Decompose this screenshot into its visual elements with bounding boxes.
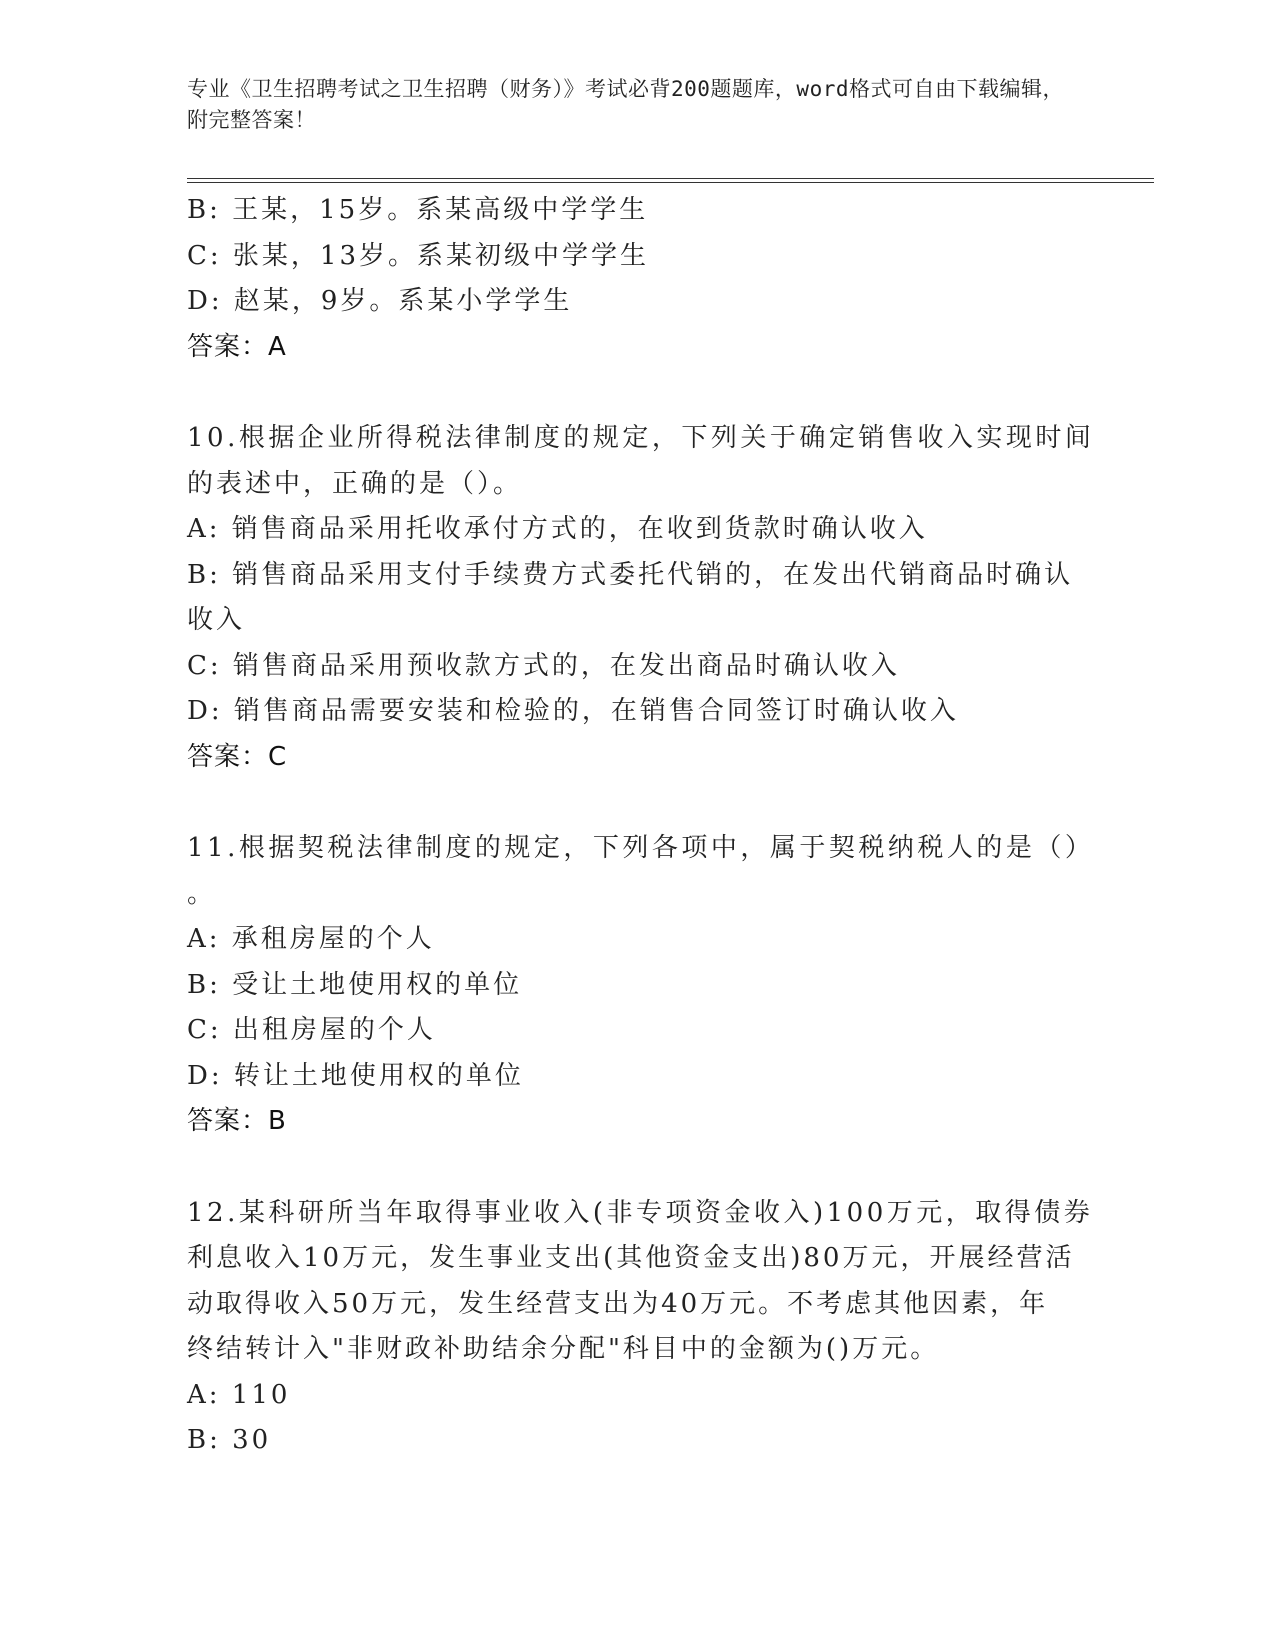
header-divider-top bbox=[187, 178, 1154, 179]
option-c: C: 销售商品采用预收款方式的，在发出商品时确认收入 bbox=[187, 650, 900, 681]
option-a: A: 销售商品采用托收承付方式的，在收到货款时确认收入 bbox=[187, 514, 928, 544]
answer-line: 答案：B bbox=[187, 1106, 287, 1136]
option-d: D: 转让土地使用权的单位 bbox=[187, 1060, 524, 1091]
question-stem-line: 利息收入10万元，发生事业支出(其他资金支出)80万元，开展经营活 bbox=[187, 1243, 1075, 1273]
spacer bbox=[187, 1145, 1087, 1191]
option-c: C: 张某，13岁。系某初级中学学生 bbox=[187, 240, 650, 271]
option-c: C: 出租房屋的个人 bbox=[187, 1015, 436, 1045]
question-stem-line: 终结转计入"非财政补助结余分配"科目中的金额为()万元。 bbox=[187, 1334, 940, 1364]
question-stem-line: 12.某科研所当年取得事业收入(非专项资金收入)100万元，取得债券 bbox=[187, 1197, 1094, 1228]
option-b: B: 销售商品采用支付手续费方式委托代销的，在发出代销商品时确认 bbox=[187, 559, 1074, 590]
option-b: B: 王某，15岁。系某高级中学学生 bbox=[187, 195, 649, 225]
document-header: 专业《卫生招聘考试之卫生招聘（财务）》考试必背200题题库，word格式可自由下载编辑，附完整答案！ bbox=[187, 77, 1064, 132]
option-a: A: 110 bbox=[187, 1379, 291, 1410]
option-a: A: 承租房屋的个人 bbox=[187, 924, 435, 954]
option-b: B: 受让土地使用权的单位 bbox=[187, 969, 523, 1000]
question-11 bbox=[187, 826, 1095, 1145]
answer-line: 答案：C bbox=[187, 741, 288, 772]
header-divider-bottom bbox=[187, 182, 1154, 183]
question-9-tail bbox=[187, 188, 1087, 370]
option-d: D: 销售商品需要安装和检验的，在销售合同签订时确认收入 bbox=[187, 696, 959, 726]
question-stem-line: 的表述中，正确的是（）。 bbox=[187, 468, 523, 499]
question-stem-line: 动取得收入50万元，发生经营支出为40万元。不考虑其他因素，年 bbox=[187, 1288, 1049, 1319]
question-stem-line: 11.根据契税法律制度的规定，下列各项中，属于契税纳税人的是（） bbox=[187, 833, 1095, 863]
spacer bbox=[187, 780, 1087, 826]
option-b-continued: 收入 bbox=[187, 605, 246, 635]
option-d: D: 赵某，9岁。系某小学学生 bbox=[187, 286, 573, 316]
question-10 bbox=[187, 416, 1095, 780]
question-stem-line: 。 bbox=[187, 878, 217, 909]
question-12 bbox=[187, 1191, 1094, 1464]
question-stem-line: 10.根据企业所得税法律制度的规定，下列关于确定销售收入实现时间 bbox=[187, 423, 1095, 453]
option-b: B: 30 bbox=[187, 1425, 272, 1455]
spacer bbox=[187, 370, 1087, 416]
document-content bbox=[187, 188, 1095, 1464]
answer-line: 答案：A bbox=[187, 331, 287, 362]
